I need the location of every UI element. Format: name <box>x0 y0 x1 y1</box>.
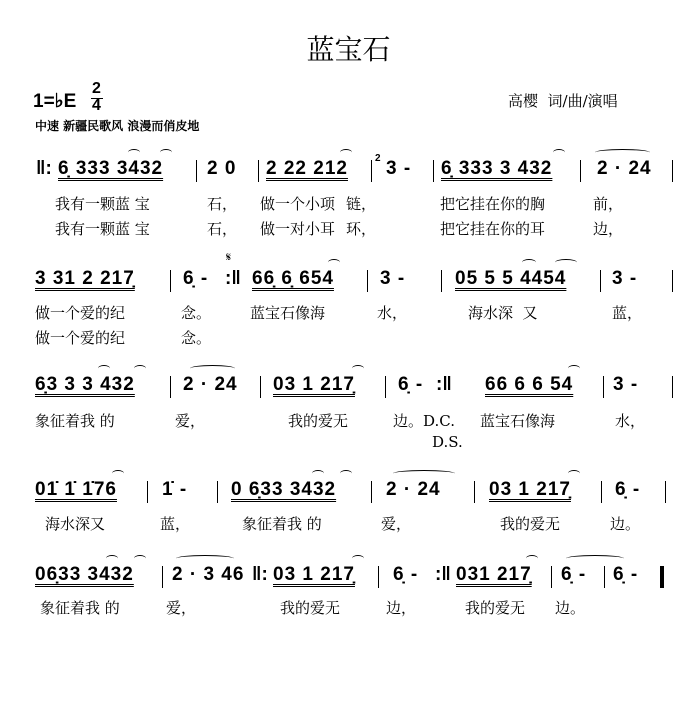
measure: 6̣ - <box>393 564 419 585</box>
measure: 6̣3 3 3 432 <box>35 374 135 395</box>
measure: 66̣ 6̣ 654 <box>252 268 334 289</box>
slur <box>553 149 565 156</box>
lyric: 我有一颗蓝 宝 <box>55 220 150 238</box>
barline <box>672 376 673 398</box>
lyric: 石， <box>207 195 238 213</box>
lyric: 海水深 又 <box>468 304 538 322</box>
measure: 3 - <box>612 268 638 289</box>
lyric: 我的爱无 <box>288 412 349 430</box>
lyric: 象征着我 的 <box>242 515 322 533</box>
measure: 06̣33 3432 <box>35 564 134 585</box>
barline <box>258 160 259 182</box>
barline <box>385 376 386 398</box>
measure: 2 · 24 <box>183 374 238 395</box>
slur <box>134 555 146 562</box>
ds-marking: D.S. <box>432 433 463 451</box>
tie <box>566 555 624 562</box>
lyric: 爱， <box>175 412 206 430</box>
lyric: 做一个爱的纪 <box>35 329 126 347</box>
lyric: 边， <box>386 599 417 617</box>
measure: 031 217̣ <box>456 564 532 585</box>
lyric: 象征着我 的 <box>40 599 120 617</box>
measure: 3 - <box>380 268 406 289</box>
measure: 66 6 6 54 <box>485 374 574 395</box>
barline <box>162 566 163 588</box>
lyric: 海水深又 <box>45 515 106 533</box>
measure: 03 1 217̣ <box>273 564 355 585</box>
measure: 3 31 2 217̣ <box>35 268 135 289</box>
barline <box>217 481 218 503</box>
repeat-end: :‖ <box>225 268 241 289</box>
slur <box>128 149 140 156</box>
lyric: 边。D.C. <box>393 412 455 430</box>
slur <box>522 259 536 266</box>
lyric: 我的爱无 <box>280 599 341 617</box>
final-barline <box>660 566 664 588</box>
measure: 6̣ - <box>561 564 587 585</box>
measure: 0 6̣33 3432 <box>231 479 337 500</box>
lyric: 做一个小项 <box>260 195 336 213</box>
barline <box>672 270 673 292</box>
tie <box>176 555 234 562</box>
measure: 01̇ 1̇ 1̇76 <box>35 479 117 500</box>
lyric: 石， <box>207 220 238 238</box>
lyric: 爱， <box>166 599 197 617</box>
barline <box>367 270 368 292</box>
time-signature-top: 2 <box>92 80 101 97</box>
barline <box>170 376 171 398</box>
barline <box>551 566 552 588</box>
repeat-start: ‖: <box>36 158 52 179</box>
barline <box>603 376 604 398</box>
barline <box>196 160 197 182</box>
barline <box>601 481 602 503</box>
lyric: 蓝， <box>160 515 191 533</box>
repeat-start: ‖: <box>252 564 268 585</box>
lyric: 把它挂在你的耳 <box>440 220 546 238</box>
lyric: 水， <box>377 304 408 322</box>
barline <box>604 566 605 588</box>
measure: 6̣ - <box>615 479 641 500</box>
slur <box>312 470 324 477</box>
time-signature-bottom: 4 <box>92 97 101 114</box>
slur <box>340 149 352 156</box>
barline <box>378 566 379 588</box>
lyric: 念。 <box>181 304 212 322</box>
lyric: 做一个爱的纪 <box>35 304 126 322</box>
lyric: 我有一颗蓝 宝 <box>55 195 150 213</box>
tempo-marking: 中速 新疆民歌风 浪漫而俏皮地 <box>35 119 200 133</box>
author-credit: 高樱 词/曲/演唱 <box>508 92 618 110</box>
lyric: 水， <box>615 412 646 430</box>
lyric: 蓝宝石像海 <box>480 412 556 430</box>
barline <box>441 270 442 292</box>
measure: 6̣ - <box>613 564 639 585</box>
measure: 6̣ - <box>183 268 209 289</box>
lyric: 做一对小耳 <box>260 220 336 238</box>
song-title: 蓝宝石 <box>306 33 391 66</box>
measure: 2 0 <box>207 158 237 179</box>
segno-sign: 𝄋 <box>226 250 232 264</box>
slur <box>526 555 538 562</box>
barline <box>147 481 148 503</box>
measure: 6̣ 333 3432 <box>58 158 164 179</box>
lyric: 爱， <box>381 515 412 533</box>
measure: 03 1 217̣ <box>489 479 571 500</box>
barline <box>433 160 434 182</box>
tie <box>595 149 650 156</box>
lyric: 蓝宝石像海 <box>250 304 326 322</box>
barline <box>371 481 372 503</box>
lyric: 边。 <box>610 515 641 533</box>
slur <box>352 365 364 372</box>
barline <box>260 376 261 398</box>
measure: 3 - <box>613 374 639 395</box>
measure: 2 · 24 <box>386 479 441 500</box>
tie <box>190 365 235 372</box>
barline <box>580 160 581 182</box>
measure: 2 · 24 <box>597 158 652 179</box>
lyric: 我的爱无 <box>465 599 526 617</box>
measure: 2 22 212 <box>266 158 348 179</box>
slur <box>555 259 577 266</box>
slur <box>328 259 340 266</box>
barline <box>600 270 601 292</box>
lyric: 边。 <box>555 599 586 617</box>
slur <box>352 555 364 562</box>
lyric: 蓝， <box>612 304 643 322</box>
slur <box>568 470 580 477</box>
lyric: 象征着我 的 <box>35 412 115 430</box>
lyric: 我的爱无 <box>500 515 561 533</box>
measure: 6̣ 333 3 432 <box>441 158 553 179</box>
tie <box>393 470 455 477</box>
barline <box>371 160 372 182</box>
lyric: 边， <box>593 220 624 238</box>
slur <box>340 470 352 477</box>
lyric: 把它挂在你的胸 <box>440 195 546 213</box>
slur <box>568 365 580 372</box>
measure: 6̣ - <box>398 374 424 395</box>
lyric: 念。 <box>181 329 212 347</box>
measure: 1̇ - <box>162 479 188 500</box>
measure: 05 5 5 4454 <box>455 268 567 289</box>
time-change: 2 <box>375 153 381 164</box>
slur <box>106 555 118 562</box>
slur <box>112 470 124 477</box>
slur <box>98 365 110 372</box>
barline <box>170 270 171 292</box>
slur <box>134 365 146 372</box>
lyric: 环， <box>346 220 377 238</box>
measure: 03 1 217̣ <box>273 374 355 395</box>
barline <box>665 481 666 503</box>
measure: 2 · 3 46 <box>172 564 245 585</box>
barline <box>474 481 475 503</box>
barline <box>672 160 673 182</box>
repeat-end: :‖ <box>436 374 452 395</box>
repeat-end: :‖ <box>435 564 451 585</box>
measure: 3 - <box>386 158 412 179</box>
slur <box>160 149 172 156</box>
lyric: 链， <box>346 195 377 213</box>
key-signature: 1=♭E <box>33 91 77 112</box>
lyric: 前， <box>593 195 624 213</box>
